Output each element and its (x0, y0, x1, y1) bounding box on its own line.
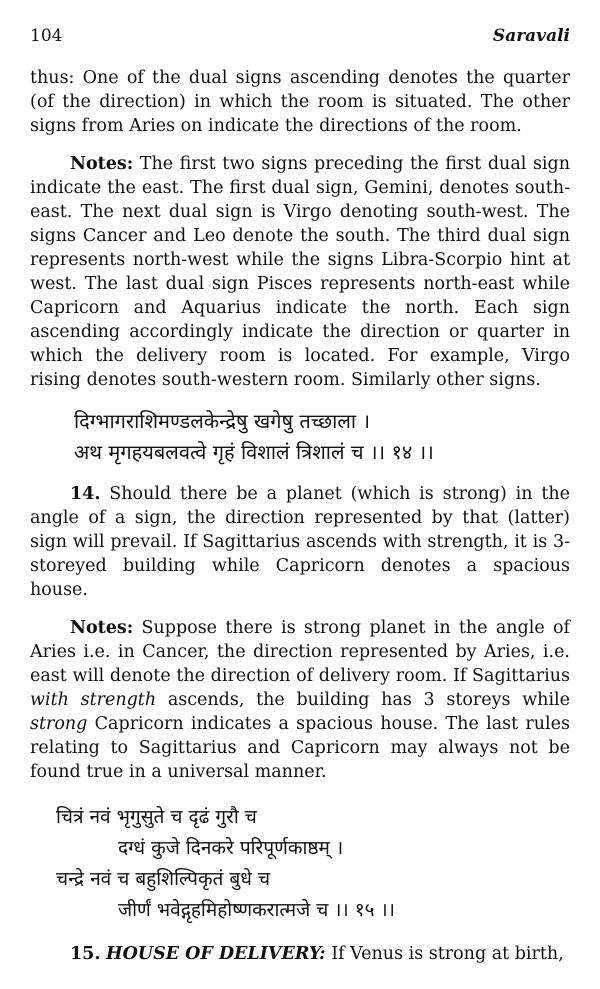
verse-line: दग्धं कुजे दिनकरे परिपूर्णकाष्ठम् । (118, 837, 344, 859)
notes-label: Notes: (70, 618, 134, 638)
paragraph-continuation: thus: One of the dual signs ascending denotes the quarter (of the direction) in which the room is situated. The other signs from Aries on indicate the directions of the room. (30, 68, 570, 136)
sanskrit-verse-14 (74, 406, 570, 468)
notes-text: The first two signs preceding the first dual sign indicate the east. The first dual sign, Gemini, denotes south-east. The next dual sign is Virgo denoting south-west. The signs Cancer and Leo denote the south. The third dual sign represents north-west while the signs Libra-Scorpio hint at west. The last dual sign Pisces represents north-east while Capricorn and Aquarius indicate the north. Each sign ascending accordingly indicate the direction or quarter in which the delivery room is located. For example, Virgo rising denotes south-western room. Similarly other signs. (30, 154, 570, 390)
sloka-text: If Venus is strong at birth, (325, 944, 564, 964)
running-title: Saravali (492, 26, 570, 46)
notes-paragraph-2 (30, 616, 570, 784)
notes-paragraph-1 (30, 152, 570, 392)
page-number: 104 (30, 26, 63, 46)
emphasis: with strength (30, 690, 157, 710)
verse-line: अथ मृगहयबलवत्वे गृहं विशालं त्रिशालं च ।। १४ ।। (74, 440, 434, 464)
sanskrit-verse-15 (56, 802, 570, 926)
sloka-14-translation (30, 482, 570, 602)
notes-text: Suppose there is strong planet in the angle of Aries i.e. in Cancer, the direction represented by Aries, i.e. east will denote the direction of delivery room. If Sagittarius (30, 618, 570, 686)
verse-line: दिग्भागराशिमण्डलकेन्द्रेषु खगेषु तच्छाला । (74, 409, 371, 433)
sloka-15-translation (30, 942, 570, 966)
page-header (30, 26, 570, 46)
notes-text: Capricorn indicates a spacious house. The last rules relating to Sagittarius and Capricorn may always not be found true in a universal manner. (30, 714, 570, 782)
verse-line: चन्द्रे नवं च बहुशिल्पिकृतं बुधे च (56, 868, 271, 890)
sloka-number: 14. (70, 484, 101, 504)
notes-label: Notes: (70, 154, 134, 174)
verse-line: जीर्णं भवेद्गृहमिहोष्णकरात्मजे च ।। १५ ।। (118, 899, 395, 921)
sloka-number: 15. (70, 944, 101, 964)
notes-text: ascends, the building has 3 storeys while (156, 690, 570, 710)
sloka-text: Should there be a planet (which is strong) in the angle of a sign, the direction represented by that (latter) sign will prevail. If Sagittarius ascends with strength, it is 3-storeyed building while Capricorn denotes a spacious house. (30, 484, 570, 600)
section-heading: HOUSE OF DELIVERY: (106, 944, 326, 964)
emphasis: strong (30, 714, 88, 734)
verse-line: चित्रं नवं भृगुसुते च दृढं गुरौ च (56, 806, 257, 828)
